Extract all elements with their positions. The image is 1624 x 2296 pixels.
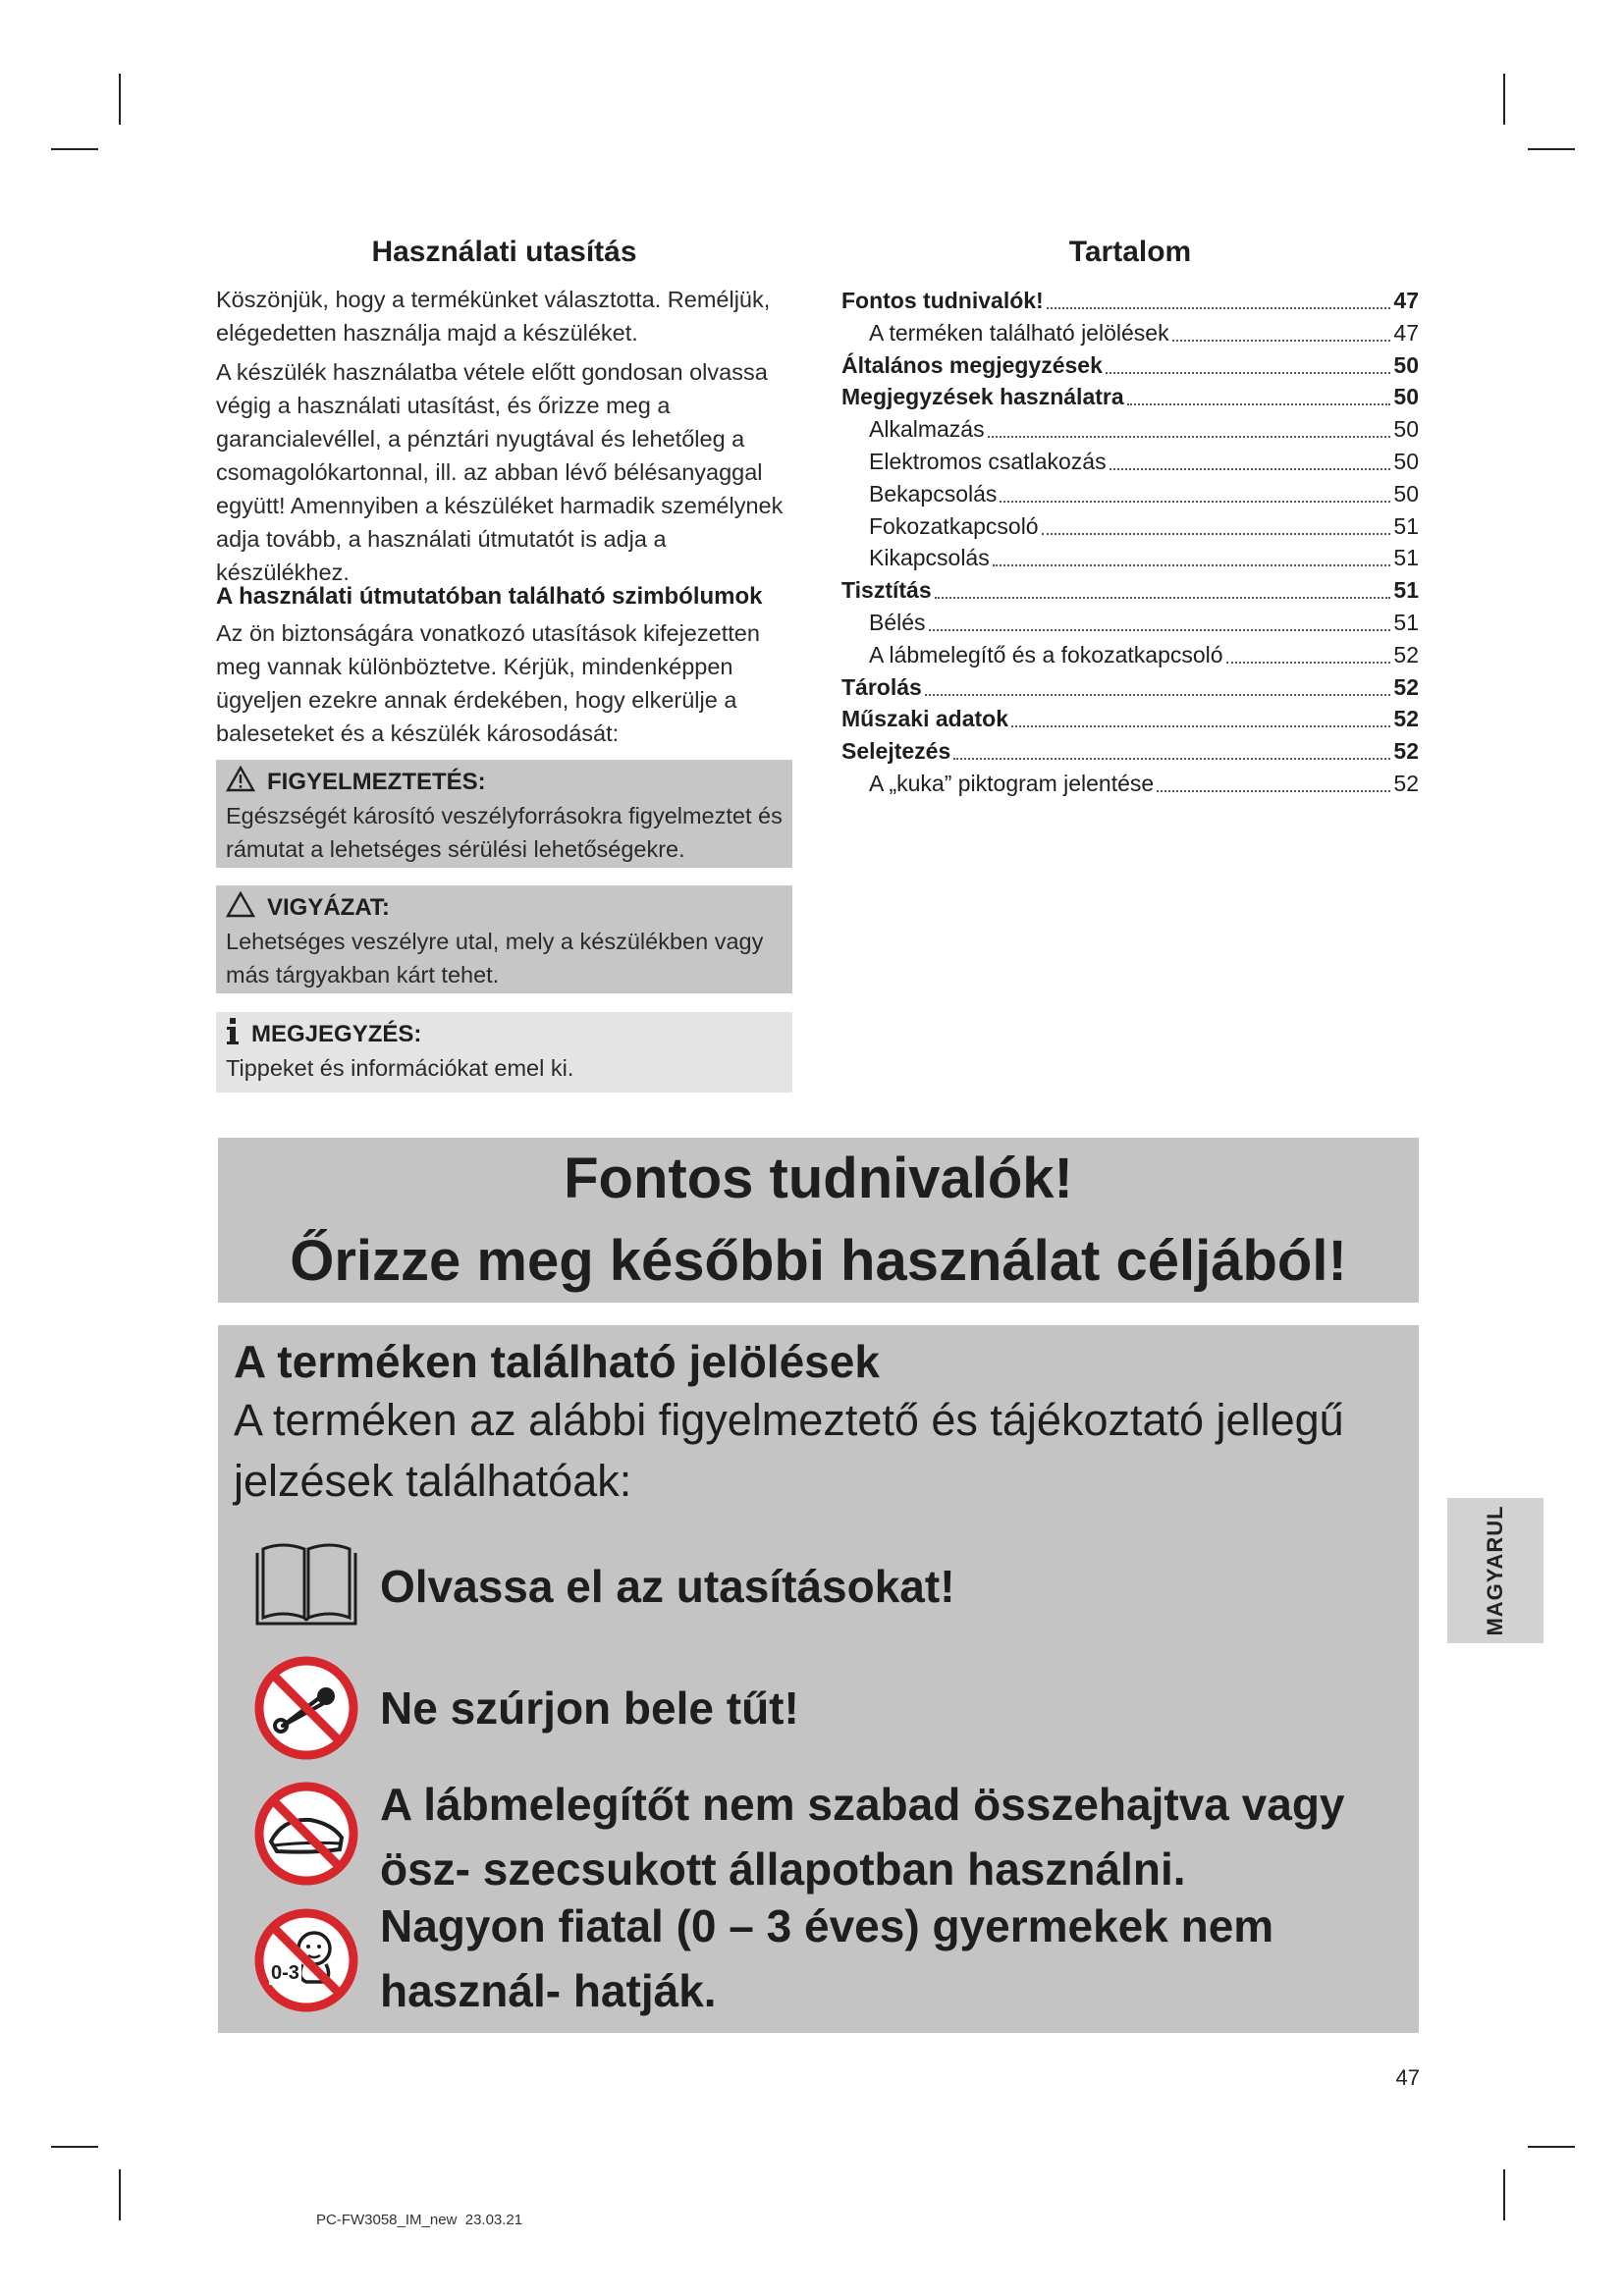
footer-document-code: PC-FW3058_IM_new 23.03.21 <box>316 2212 523 2228</box>
crop-mark-top-left-v <box>119 74 121 125</box>
toc-entry <box>841 574 1419 607</box>
language-tab <box>1447 1498 1543 1643</box>
banner-line-1: Fontos tudnivalók! <box>564 1147 1073 1210</box>
toc-entry <box>869 510 1419 543</box>
warning-note-label: FIGYELMEZTETÉS: <box>267 769 486 795</box>
toc-entry-page: 50 <box>1393 384 1419 410</box>
toc-entry <box>841 285 1419 317</box>
caution-triangle-icon <box>226 891 255 925</box>
toc-leader-dots <box>1011 725 1390 727</box>
important-info-banner <box>218 1138 1419 1303</box>
toc-leader-dots <box>1226 662 1391 664</box>
toc-entry-label: Selejtezés <box>841 738 951 765</box>
toc-entry <box>869 413 1419 446</box>
crop-mark-bottom-right-v <box>1503 2169 1505 2220</box>
toc-entry-page: 51 <box>1393 577 1419 604</box>
toc-leader-dots <box>993 564 1391 566</box>
warning-note-box <box>216 760 792 868</box>
toc-entry-label: Kikapcsolás <box>869 545 990 571</box>
info-note-text: Tippeket és információkat emel ki. <box>226 1055 574 1081</box>
toc-leader-dots <box>925 694 1391 696</box>
toc-entry <box>841 381 1419 413</box>
caution-note-box <box>216 885 792 993</box>
toc-entry-label: A „kuka” piktogram jelentése <box>869 771 1155 796</box>
toc-leader-dots <box>953 758 1390 760</box>
info-note-box <box>216 1012 792 1093</box>
age-badge: 0-3 <box>271 1962 299 1984</box>
toc-entry-page: 52 <box>1393 771 1419 796</box>
toc-leader-dots <box>1157 790 1390 792</box>
marking-row-read-instructions <box>247 1527 365 1645</box>
toc-leader-dots <box>929 629 1391 631</box>
crop-mark-bottom-left-v <box>119 2169 121 2220</box>
marking-row-no-children <box>247 1901 365 2019</box>
toc-entry-page: 51 <box>1393 610 1419 635</box>
language-tab-label: MAGYARUL <box>1483 1505 1507 1636</box>
toc-leader-dots <box>1042 533 1391 535</box>
toc-leader-dots <box>988 436 1391 438</box>
toc-leader-dots <box>1110 468 1391 470</box>
toc-entry-page: 51 <box>1393 512 1419 539</box>
toc-leader-dots <box>1172 340 1391 342</box>
toc-leader-dots <box>1106 372 1391 374</box>
toc-entry-label: Bélés <box>869 610 926 635</box>
toc-leader-dots <box>1047 307 1391 309</box>
no-children-0-3-icon <box>247 1901 365 2019</box>
markings-intro-text: A terméken az alábbi figyelmeztető és tájékoztató jellegű jelzések találhatóak: <box>234 1395 1344 1506</box>
crop-mark-bottom-right-h <box>1528 2146 1575 2148</box>
left-column-title: Használati utasítás <box>371 236 637 268</box>
toc-entry-label: Fokozatkapcsoló <box>869 512 1039 539</box>
intro-paragraph-1: Köszönjük, hogy a termékünket választotta. Reméljük, elégedetten használja majd a készüléket. <box>216 287 771 346</box>
toc-entry-page: 52 <box>1393 641 1419 667</box>
toc-entry-label: Tárolás <box>841 673 922 700</box>
toc-entry-page: 52 <box>1393 673 1419 700</box>
toc-leader-dots <box>1127 403 1391 405</box>
toc-leader-dots <box>1000 501 1390 503</box>
marking-label-read-instructions: Olvassa el az utasításokat! <box>380 1561 955 1612</box>
caution-note-text: Lehetséges veszélyre utal, mely a készülékben vagy más tárgyakban kárt tehet. <box>226 929 764 988</box>
toc-entry-label: Fontos tudnivalók! <box>841 288 1044 313</box>
toc-entry <box>869 542 1419 574</box>
marking-label-no-children: Nagyon fiatal (0 – 3 éves) gyermekek nem használ- hatják. <box>380 1900 1274 2016</box>
toc-entry-label: Bekapcsolás <box>869 480 998 507</box>
toc-entry-page: 52 <box>1393 706 1419 732</box>
toc-entry <box>841 735 1419 768</box>
product-markings-panel <box>218 1325 1419 2033</box>
toc-entry <box>869 478 1419 510</box>
toc-entry <box>841 703 1419 735</box>
toc-entry-label: Műszaki adatok <box>841 706 1008 732</box>
crop-mark-top-right-v <box>1503 74 1505 125</box>
marking-label-no-pins: Ne szúrjon bele tűt! <box>380 1682 799 1734</box>
no-folded-use-icon <box>247 1775 365 1893</box>
toc-entry <box>869 317 1419 349</box>
toc-entry-page: 50 <box>1393 416 1419 443</box>
toc-title: Tartalom <box>1068 236 1192 268</box>
crop-mark-top-right-h <box>1528 148 1575 150</box>
toc-entry-page: 50 <box>1393 480 1419 507</box>
marking-label-no-folded-use: A lábmelegítőt nem szabad összehajtva vagy ösz- szecsukott állapotban használni. <box>380 1779 1345 1895</box>
caution-note-label: VIGYÁZAT: <box>267 894 390 921</box>
markings-title: A terméken található jelölések <box>234 1336 880 1387</box>
marking-row-no-folded-use <box>247 1775 365 1893</box>
symbols-paragraph: Az ön biztonságára vonatkozó utasítások kifejezetten meg vannak különböztetve. Kérjük, mindenképpen ügyeljen ezekre annak érdekében, hogy elkerülje a baleseteket és a készülék károsodását: <box>216 620 760 746</box>
toc-entry-page: 50 <box>1393 449 1419 474</box>
toc-entry-page: 50 <box>1393 351 1419 378</box>
read-instructions-book-icon <box>247 1527 365 1645</box>
toc-entry-label: A terméken található jelölések <box>869 319 1169 346</box>
info-icon <box>226 1018 240 1052</box>
toc-entry-page: 47 <box>1393 319 1419 346</box>
toc-entry-page: 52 <box>1393 738 1419 765</box>
crop-mark-top-left-h <box>51 148 98 150</box>
toc-entry <box>869 639 1419 671</box>
toc-entry-label: A lábmelegítő és a fokozatkapcsoló <box>869 641 1223 667</box>
intro-paragraph-2: A készülék használatba vétele előtt gondosan olvassa végig a használati utasítást, és őrizze meg a garancialevéllel, a pénztári nyugtával és lehetőleg a csomagolókartonnal, ill. az abban lévő bélésanyaggal együtt! Amennyiben a készüléket harmadik személynek adja tovább, a használati útmutatót is adja a készülékhez. <box>216 359 784 585</box>
no-pins-icon <box>247 1649 365 1767</box>
marking-row-no-pins <box>247 1649 365 1767</box>
toc-entry <box>841 349 1419 382</box>
toc-entry-label: Megjegyzések használatra <box>841 384 1124 410</box>
crop-mark-bottom-left-h <box>51 2146 98 2148</box>
page-number: 47 <box>1395 2065 1420 2090</box>
toc-entry-label: Alkalmazás <box>869 416 985 443</box>
warning-triangle-icon <box>226 766 255 799</box>
toc-entry-label: Általános megjegyzések <box>841 351 1103 378</box>
info-note-label: MEGJEGYZÉS: <box>251 1021 422 1047</box>
toc-entry <box>869 768 1419 800</box>
toc-entry <box>841 671 1419 704</box>
warning-note-text: Egészségét károsító veszélyforrásokra figyelmeztet és rámutat a lehetséges sérülési lehetőségekre. <box>226 803 783 862</box>
toc-entry <box>869 446 1419 478</box>
toc-leader-dots <box>935 597 1391 599</box>
toc-entry-label: Elektromos csatlakozás <box>869 449 1107 474</box>
banner-line-2: Őrizze meg későbbi használat céljából! <box>290 1229 1347 1293</box>
toc-entry-label: Tisztítás <box>841 577 932 604</box>
symbols-heading: A használati útmutatóban található szimbólumok <box>216 583 763 610</box>
toc-entry-page: 47 <box>1393 288 1419 313</box>
toc-entry <box>869 607 1419 639</box>
toc-entry-page: 51 <box>1393 545 1419 571</box>
